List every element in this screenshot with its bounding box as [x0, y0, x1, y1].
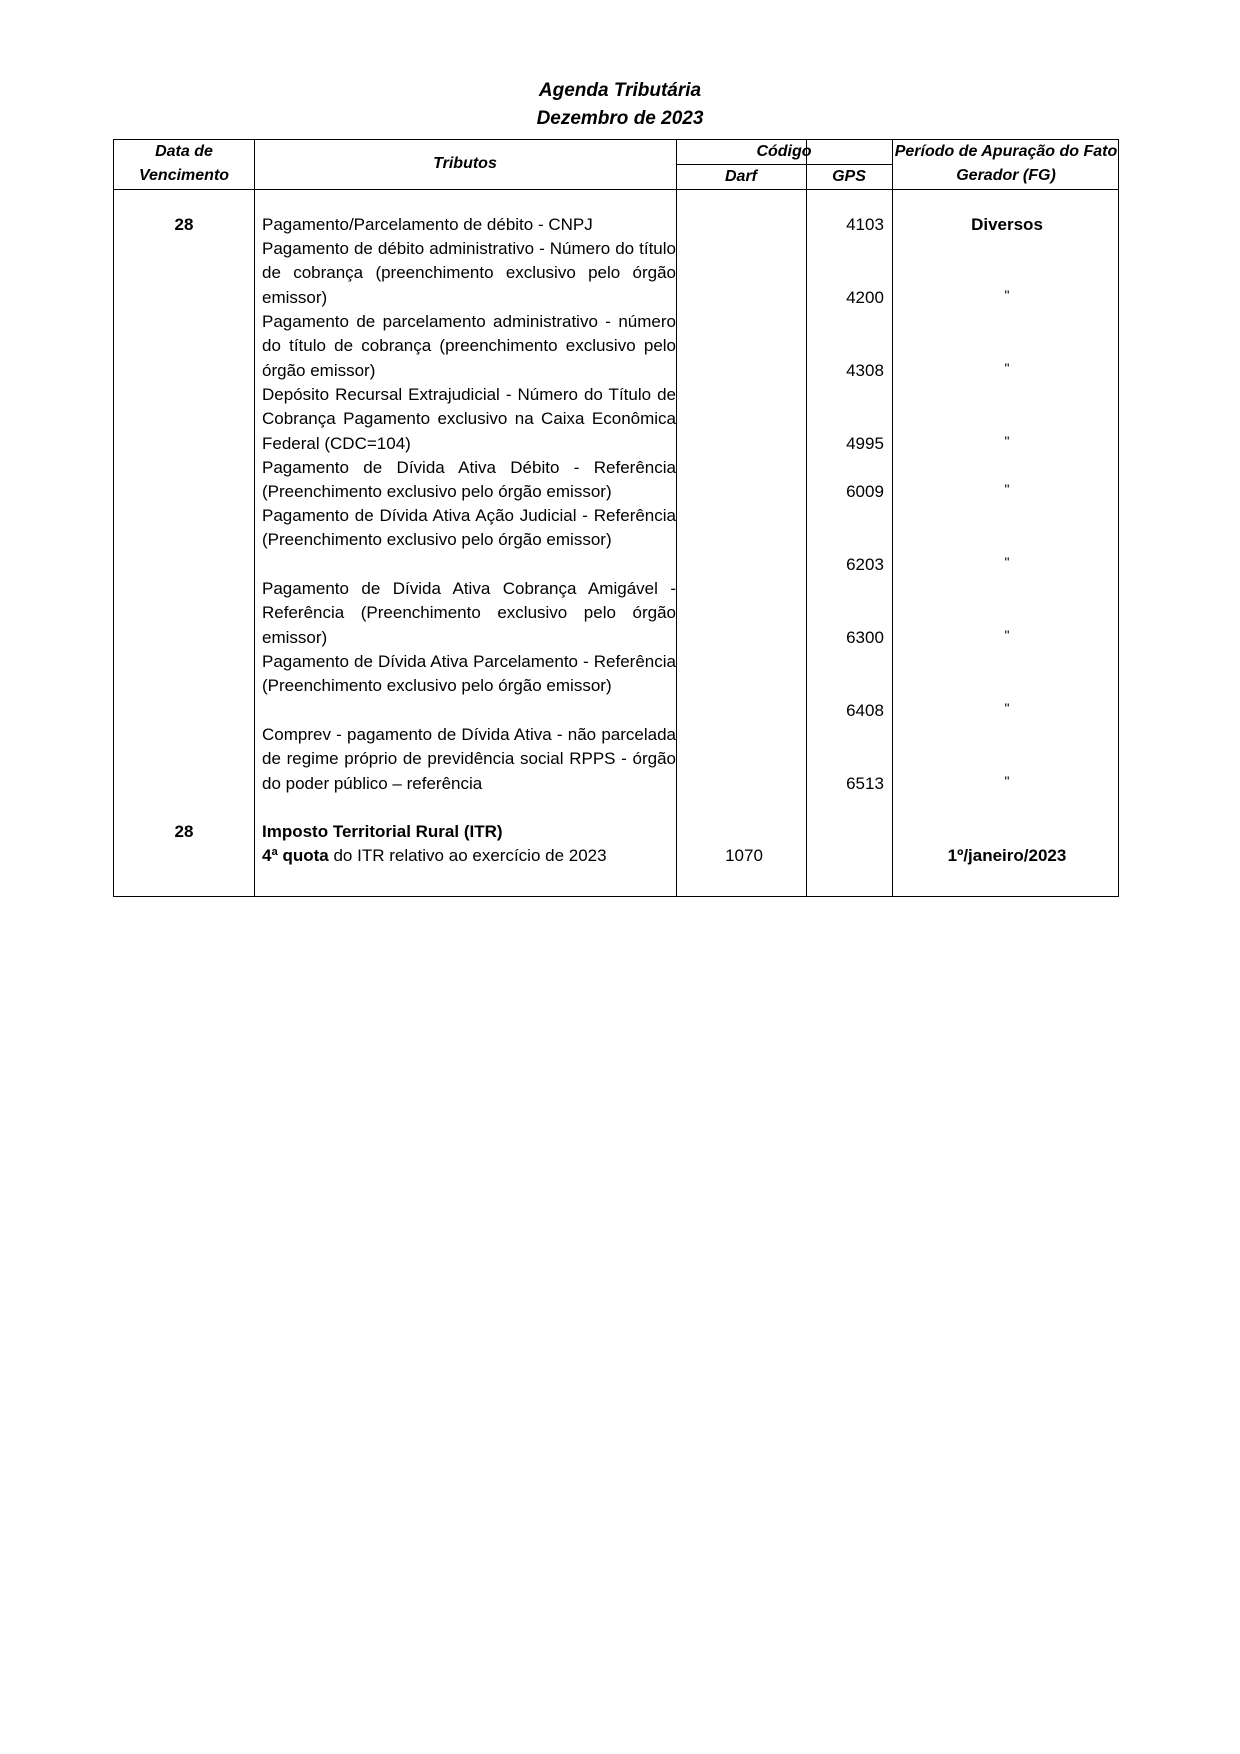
row-description: Pagamento de Dívida Ativa Cobrança Amigável - Referência (Preenchimento exclusivo pelo órgão emissor): [262, 579, 676, 647]
itr-due-date: 28: [174, 822, 194, 841]
itr-description: [262, 844, 676, 868]
row-gps-code: 6408: [846, 701, 884, 720]
row-period: ": [1004, 433, 1010, 449]
row-description: Pagamento de Dívida Ativa Ação Judicial - Referência (Preenchimento exclusivo pelo órgão emissor): [262, 506, 676, 550]
row-period: ": [1004, 360, 1010, 376]
row-gps-code: 4308: [846, 361, 884, 380]
column-divider: [806, 140, 807, 896]
row-gps-code: 6009: [846, 482, 884, 501]
row-period: ": [1004, 481, 1010, 497]
row-description: Pagamento de Dívida Ativa Parcelamento - Referência (Preenchimento exclusivo pelo órgão emissor): [262, 652, 676, 696]
row-gps-code: 6300: [846, 628, 884, 647]
tax-agenda-table: [113, 139, 1119, 897]
row-description: Comprev - pagamento de Dívida Ativa - não parcelada de regime próprio de previdência social RPPS - órgão do poder público – referência: [262, 725, 676, 793]
page-subtitle: Dezembro de 2023: [536, 108, 704, 129]
column-divider: [676, 140, 677, 896]
header-taxes: Tributos: [433, 155, 497, 172]
header-code: Código: [756, 143, 812, 160]
row-gps-code: 4200: [846, 288, 884, 307]
header-bottom-border: [114, 189, 1118, 190]
itr-darf-code: 1070: [725, 846, 763, 865]
header-period: Período de Apuração do Fato Gerador (FG): [894, 143, 1118, 184]
row-gps-code: 4995: [846, 434, 884, 453]
row-period: ": [1004, 287, 1010, 303]
column-divider: [254, 140, 255, 896]
row-gps-code: 6203: [846, 555, 884, 574]
row-description: Pagamento de Dívida Ativa Débito - Referência (Preenchimento exclusivo pelo órgão emissor): [262, 458, 676, 502]
row-period: ": [1004, 627, 1010, 643]
itr-quota-text: do ITR relativo ao exercício de 2023: [328, 846, 607, 865]
row-period: ": [1004, 554, 1010, 570]
header-darf: Darf: [724, 168, 757, 185]
row-description: Pagamento de débito administrativo - Número do título de cobrança (preenchimento exclusivo pelo órgão emissor): [262, 239, 676, 307]
row-description: Depósito Recursal Extrajudicial - Número do Título de Cobrança Pagamento exclusivo na Caixa Econômica Federal (CDC=104): [262, 385, 676, 453]
header-gps: GPS: [832, 168, 866, 185]
row-due-date: 28: [174, 215, 194, 234]
page-title: Agenda Tributária: [538, 80, 702, 101]
itr-title: Imposto Territorial Rural (ITR): [262, 822, 503, 841]
itr-period: 1º/janeiro/2023: [947, 846, 1067, 865]
header-due-date: Data de Vencimento: [138, 143, 230, 184]
row-period: ": [1004, 700, 1010, 716]
itr-quota: 4ª quota: [262, 846, 329, 865]
row-period: Diversos: [971, 215, 1043, 234]
row-gps-code: 4103: [846, 215, 884, 234]
row-gps-code: 6513: [846, 774, 884, 793]
row-period: ": [1004, 773, 1010, 789]
row-description: Pagamento/Parcelamento de débito - CNPJ: [262, 215, 593, 234]
row-description: Pagamento de parcelamento administrativo - número do título de cobrança (preenchimento exclusivo pelo órgão emissor): [262, 312, 676, 380]
